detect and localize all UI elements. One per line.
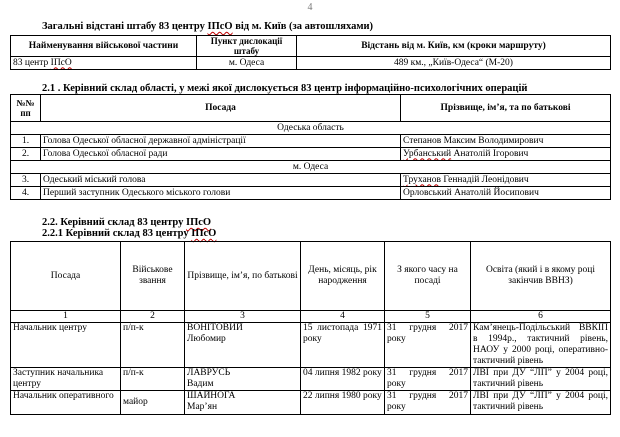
col-unit-header: Найменування військової частини bbox=[11, 36, 197, 57]
table-row: 3. Одеський міський голова Труханов Геннадій Леонідович bbox=[11, 174, 611, 187]
section3-subtitle: 2.2.1 Керівний склад 83 центру ІПсО bbox=[42, 228, 217, 239]
table-row: Заступник начальника центру п/п-к ЛАВРУСЬ Вадим 04 липня 1982 року 31 грудня 2017 року ЛВІ при ДУ “ЛП” у 2004 році, тактичний рівень bbox=[11, 368, 611, 391]
col-number-header: №№ пп bbox=[11, 95, 41, 122]
command-staff-table bbox=[10, 241, 611, 415]
section2-title: 2.1 . Керівний склад області, у межі якої дислокується 83 центр інформаційно-психологічних операцій bbox=[42, 83, 528, 94]
location-cell: м. Одеса bbox=[197, 57, 297, 70]
table-row: 4. Перший заступник Одеського міського голови Орловський Анатолій Йосипович bbox=[11, 187, 611, 200]
col-name-header: Прізвище, ім’я, та по батькові bbox=[401, 95, 611, 122]
col-distance-header: Відстань від м. Київ, км (кроки маршруту) bbox=[297, 36, 611, 57]
leadership-table bbox=[10, 94, 611, 200]
col-location-header: Пункт дислокації штабу bbox=[197, 36, 297, 57]
col-education-header: Освіта (який і в якому році закінчив ВВНЗ) bbox=[471, 242, 611, 311]
table-row: Начальник центру п/п-к ВОНІТОВИЙ Любомир 15 листопада 1971 року 31 грудня 2017 року Кам’янець-Подільський ВВКІП в 1994р., тактичний рівень, НАОУ у 2000 році, оперативно-тактичний рівень bbox=[11, 323, 611, 368]
unit-cell: 83 центр ІПсО bbox=[11, 57, 197, 70]
distance-table bbox=[10, 35, 611, 70]
group-city: м. Одеса bbox=[11, 161, 611, 174]
table-row: 2. Голова Одеської обласної ради Урбанський Анатолій Ігорович bbox=[11, 148, 611, 161]
section3-title: 2.2. Керівний склад 83 центру ІПсО bbox=[42, 217, 212, 228]
table-row: Начальник оперативного майор ШАЙНОГА Мар’ян 22 липня 1980 року 31 грудня 2017 року ЛВІ при ДУ “ЛП” у 2004 році, тактичний рівень bbox=[11, 391, 611, 415]
column-numbers-row: 1 2 3 4 5 6 bbox=[11, 311, 611, 323]
distance-cell: 489 км., „Київ-Одеса“ (М-20) bbox=[297, 57, 611, 70]
section1-title: Загальні відстані штабу 83 центру ІПсО від м. Київ (за автошляхами) bbox=[42, 21, 374, 32]
col-birth-header: День, місяць, рік народження bbox=[301, 242, 385, 311]
col-since-header: З якого часу на посаді bbox=[385, 242, 471, 311]
page-number: 4 bbox=[307, 2, 313, 13]
col-rank-header: Військове звання bbox=[121, 242, 185, 311]
col-name-header: Прізвище, ім’я, по батькові bbox=[185, 242, 301, 311]
col-position-header: Посада bbox=[11, 242, 121, 311]
col-position-header: Посада bbox=[41, 95, 401, 122]
table-row: 1. Голова Одеської обласної державної адміністрації Степанов Максим Володимирович bbox=[11, 135, 611, 148]
group-region: Одеська область bbox=[11, 122, 611, 135]
